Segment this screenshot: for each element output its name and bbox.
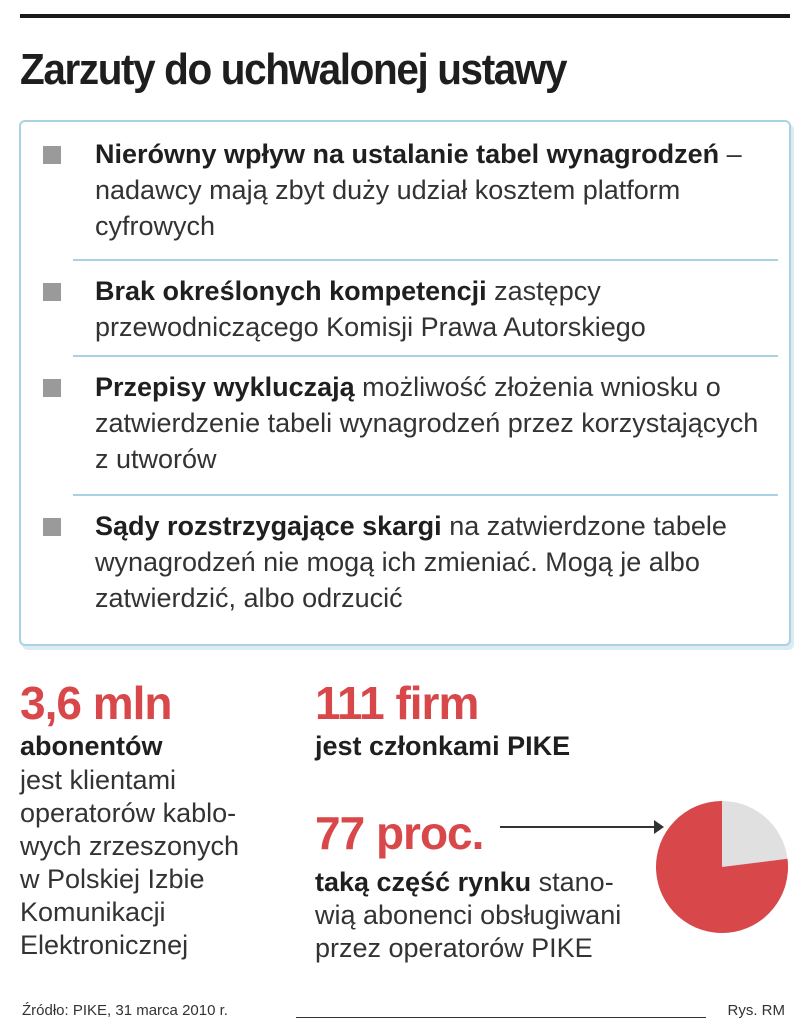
market-share-pie (655, 800, 789, 934)
divider (73, 494, 778, 496)
share-description: taką część rynku stano- wią abonenci obsługiwani przez operatorów PIKE (315, 867, 622, 963)
square-bullet-icon (43, 518, 61, 536)
square-bullet-icon (43, 283, 61, 301)
list-item-text: Sądy rozstrzygające skargi na zatwierdzone tabele wynagrodzeń nie mogą ich zmieniać. Mogą je albo zatwierdzić, albo odrzucić (95, 511, 727, 613)
headline: Zarzuty do uchwalonej ustawy (20, 45, 567, 94)
source-note: Źródło: PIKE, 31 marca 2010 r. (22, 1002, 228, 1019)
subscribers-description: jest klientami operatorów kablo- wych zrzeszonych w Polskiej Izbie Komunikacji Elektronicznej (20, 765, 240, 960)
list-item-text: Nierówny wpływ na ustalanie tabel wynagrodzeń – nadawcy mają zbyt duży udział kosztem platform cyfrowych (95, 139, 742, 241)
subscribers-value: 3,6 mln (20, 677, 172, 729)
credit-note: Rys. RM (727, 1002, 785, 1019)
top-rule (20, 14, 790, 18)
subscribers-label: abonentów (20, 731, 163, 761)
firms-value: 111 firm (315, 677, 479, 729)
square-bullet-icon (43, 379, 61, 397)
divider (73, 259, 778, 261)
divider (73, 355, 778, 357)
arrow-right-icon (500, 826, 660, 828)
list-item-text: Przepisy wykluczają możliwość złożenia wniosku o zatwierdzenie tabeli wynagrodzeń przez korzystających z utworów (95, 372, 759, 474)
square-bullet-icon (43, 146, 61, 164)
objections-box (19, 120, 791, 646)
list-item-text: Brak określonych kompetencji zastępcy przewodniczącego Komisji Prawa Autorskiego (95, 276, 646, 342)
share-value: 77 proc. (315, 807, 484, 859)
firms-label: jest członkami PIKE (315, 731, 571, 761)
footer-rule (296, 1017, 706, 1018)
